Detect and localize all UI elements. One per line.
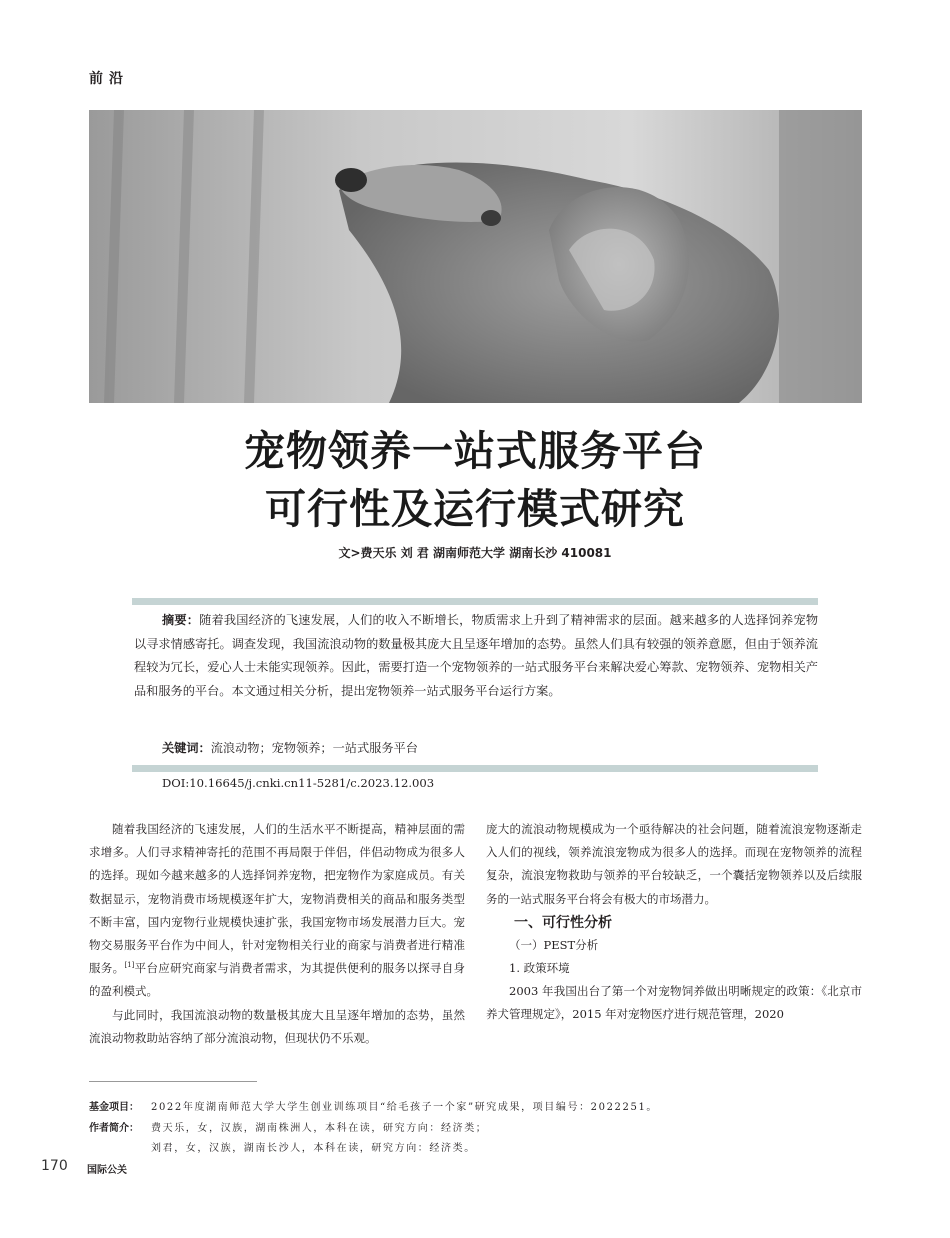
body-paragraph: 与此同时，我国流浪动物的数量极其庞大且呈逐年增加的态势，虽然流浪动物救助站容纳了部分流浪动物，但现状仍不乐观。	[89, 1007, 465, 1045]
author-text: 费天乐，女，汉族，湖南株洲人，本科在读，研究方向：经济类；	[151, 1122, 488, 1134]
body-column-right	[486, 818, 862, 1027]
body-column-left	[89, 818, 465, 1050]
abstract-top-bar	[132, 598, 818, 605]
article-title	[0, 422, 950, 538]
page-number: 170	[41, 1158, 68, 1174]
abstract-bottom-bar	[132, 765, 818, 772]
subsection-heading: （一）PEST分析	[509, 937, 599, 952]
author-text: 刘君，女，汉族，湖南长沙人，本科在读，研究方向：经济类。	[151, 1143, 476, 1154]
byline: 文>费天乐 刘 君 湖南师范大学 湖南长沙 410081	[338, 546, 612, 560]
reference-marker: [1]	[124, 961, 135, 970]
keywords-text: 流浪动物；宠物领养；一站式服务平台	[210, 741, 418, 755]
abstract-text: 随着我国经济的飞速发展，人们的收入不断增长，物质需求上升到了精神需求的层面。越来越多的人选择饲养宠物以寻求情感寄托。调查发现，我国流浪动物的数量极其庞大且呈逐年增加的态势。虽然人们具有较强的领养意愿，但由于领养流程较为冗长，爱心人士未能实现领养。因此，需要打造一个宠物领养的一站式服务平台来解决爱心筹款、宠物领养、宠物相关产品和服务的平台。本文通过相关分析，提出宠物领养一站式服务平台运行方案。	[134, 613, 819, 698]
body-paragraph	[89, 818, 465, 1004]
section-label: 前沿	[89, 71, 129, 87]
keywords	[162, 739, 418, 756]
fund-label: 基金项目：	[89, 1102, 139, 1113]
doi: DOI:10.16645/j.cnki.cn11-5281/c.2023.12.003	[162, 776, 435, 790]
title-line-2: 可行性及运行模式研究	[265, 485, 685, 533]
author-label: 作者简介：	[89, 1122, 139, 1134]
footnotes	[89, 1098, 658, 1160]
subsubsection-heading: 1. 政策环境	[509, 961, 570, 976]
body-text: 平台应研究商家与消费者需求，为其提供便利的服务以探寻自身的盈利模式。	[89, 961, 466, 999]
abstract	[134, 609, 818, 703]
hero-dog-photo	[89, 110, 862, 403]
body-paragraph: 2003 年我国出台了第一个对宠物饲养做出明晰规定的政策：《北京市养犬管理规定》，2015 年对宠物医疗进行规范管理，2020	[486, 984, 862, 1022]
footnote-rule	[89, 1081, 257, 1082]
body-text: 随着我国经济的飞速发展，人们的生活水平不断提高，精神层面的需求增多。人们寻求精神寄托的范围不再局限于伴侣，伴侣动物成为很多人的选择。现如今越来越多的人选择饲养宠物，把宠物作为家庭成员。有关数据显示，宠物消费市场规模逐年扩大，宠物消费相关的商品和服务类型不断丰富，国内宠物行业规模快速扩张，我国宠物市场发展潜力巨大。宠物交易服务平台作为中间人，针对宠物相关行业的商家与消费者进行精准服务。	[89, 822, 465, 976]
abstract-label: 摘要：	[162, 613, 200, 627]
title-line-1: 宠物领养一站式服务平台	[244, 427, 706, 475]
fund-text: 2022年度湖南师范大学大学生创业训练项目“给毛孩子一个家”研究成果，项目编号：2022251。	[151, 1102, 659, 1113]
body-paragraph: 庞大的流浪动物规模成为一个亟待解决的社会问题，随着流浪宠物逐渐走入人们的视线，领养流浪宠物成为很多人的选择。而现在宠物领养的流程复杂，流浪宠物救助与领养的平台较缺乏，一个囊括宠物领养以及后续服务的一站式服务平台将会有极大的市场潜力。	[486, 822, 862, 906]
keywords-label: 关键词：	[162, 741, 211, 755]
journal-name: 国际公关	[87, 1165, 127, 1176]
section-heading: 一、可行性分析	[514, 914, 612, 931]
